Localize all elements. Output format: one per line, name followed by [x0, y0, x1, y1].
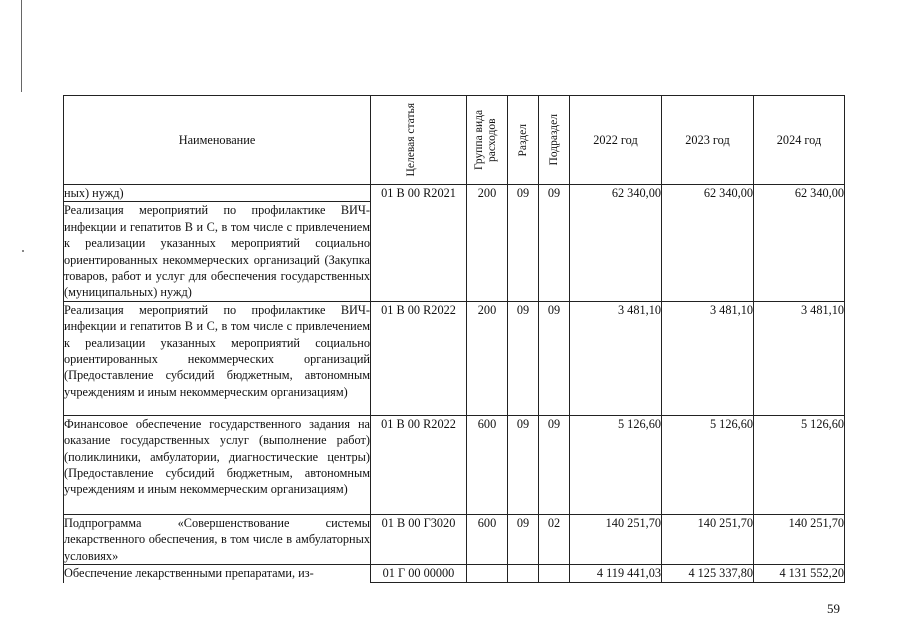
row-amount-2024: 62 340,00 — [754, 185, 845, 302]
table-row — [64, 301, 845, 415]
row-amount-2022: 5 126,60 — [570, 415, 662, 514]
row-expense-group — [467, 565, 508, 583]
table-row — [64, 565, 845, 583]
header-target-article-text: Целевая статья — [404, 103, 417, 177]
row-amount-2023: 62 340,00 — [662, 185, 754, 302]
row-expense-group: 600 — [467, 514, 508, 564]
header-section-text: Раздел — [516, 123, 529, 157]
header-year-2024: 2024 год — [754, 96, 845, 185]
row-name: Подпрограмма «Совершенствование системы лекарственного обеспечения, в том числе в амбулаторных условиях» — [64, 515, 370, 563]
row-amount-2024: 5 126,60 — [754, 415, 845, 514]
row-amount-2023: 140 251,70 — [662, 514, 754, 564]
header-subsection-text: Подраздел — [547, 114, 560, 166]
header-year-2023: 2023 год — [662, 96, 754, 185]
row-name: Обеспечение лекарственными препаратами, из- — [64, 565, 371, 583]
header-target-article — [371, 96, 467, 185]
row-section: 09 — [508, 415, 539, 514]
row-amount-2022: 140 251,70 — [570, 514, 662, 564]
row-section: 09 — [508, 514, 539, 564]
row-expense-group: 600 — [467, 415, 508, 514]
row-expense-group: 200 — [467, 301, 508, 415]
row-amount-2024: 4 131 552,20 — [754, 565, 845, 583]
row-target-article: 01 В 00 R2022 — [371, 301, 467, 415]
row-subsection: 09 — [539, 185, 570, 302]
row-amount-2023: 4 125 337,80 — [662, 565, 754, 583]
header-name: Наименование — [64, 96, 371, 185]
row-subsection: 09 — [539, 415, 570, 514]
table-row — [64, 415, 845, 514]
row-expense-group: 200 — [467, 185, 508, 302]
page-number: 59 — [827, 601, 840, 616]
header-subsection — [539, 96, 570, 185]
row-target-article: 01 В 00 Г3020 — [371, 514, 467, 564]
row-amount-2022: 3 481,10 — [570, 301, 662, 415]
row-section: 09 — [508, 301, 539, 415]
table-row — [64, 185, 845, 202]
row-target-article: 01 Г 00 00000 — [371, 565, 467, 583]
row-subsection: 02 — [539, 514, 570, 564]
header-year-2022: 2022 год — [570, 96, 662, 185]
row-target-article: 01 В 00 R2022 — [371, 415, 467, 514]
row-amount-2022: 4 119 441,03 — [570, 565, 662, 583]
row-amount-2023: 5 126,60 — [662, 415, 754, 514]
row-name: ных) нужд) — [64, 185, 371, 202]
row-amount-2024: 140 251,70 — [754, 514, 845, 564]
row-section: 09 — [508, 185, 539, 302]
header-section — [508, 96, 539, 185]
row-target-article: 01 В 00 R2021 — [371, 185, 467, 302]
budget-table — [63, 95, 845, 583]
table-row — [64, 514, 845, 564]
row-amount-2024: 3 481,10 — [754, 301, 845, 415]
row-name: Реализация мероприятий по профилактике ВИЧ-инфекции и гепатитов В и С, в том числе с привлечением к реализации указанных мероприятий социально ориентированных некоммерческих организаций (Предоставление субсидий бюджетным, автономным учреждениям и иным некоммерческим организациям) — [64, 301, 371, 415]
header-expense-group — [467, 96, 508, 185]
row-subsection: 09 — [539, 301, 570, 415]
row-name: Реализация мероприятий по профилактике ВИЧ-инфекции и гепатитов В и С, в том числе с привлечением к реализации указанных мероприятий социально ориентированных некоммерческих организаций (Закупка товаров, работ и услуг для обеспечения государственных (муниципальных) нужд) — [64, 203, 370, 300]
scan-dot — [22, 250, 24, 252]
table-header-row — [64, 96, 845, 185]
scan-margin-line — [21, 0, 22, 92]
row-amount-2022: 62 340,00 — [570, 185, 662, 302]
row-subsection — [539, 565, 570, 583]
header-expense-group-text: Группа вида расходов — [473, 109, 498, 171]
row-section — [508, 565, 539, 583]
row-amount-2023: 3 481,10 — [662, 301, 754, 415]
row-name: Финансовое обеспечение государственного задания на оказание государственных услуг (выполнение работ) (поликлиники, амбулатории, диагностические центры) (Предоставление субсидий бюджетным, автономным учреждениям и иным некоммерческим организациям) — [64, 415, 371, 514]
